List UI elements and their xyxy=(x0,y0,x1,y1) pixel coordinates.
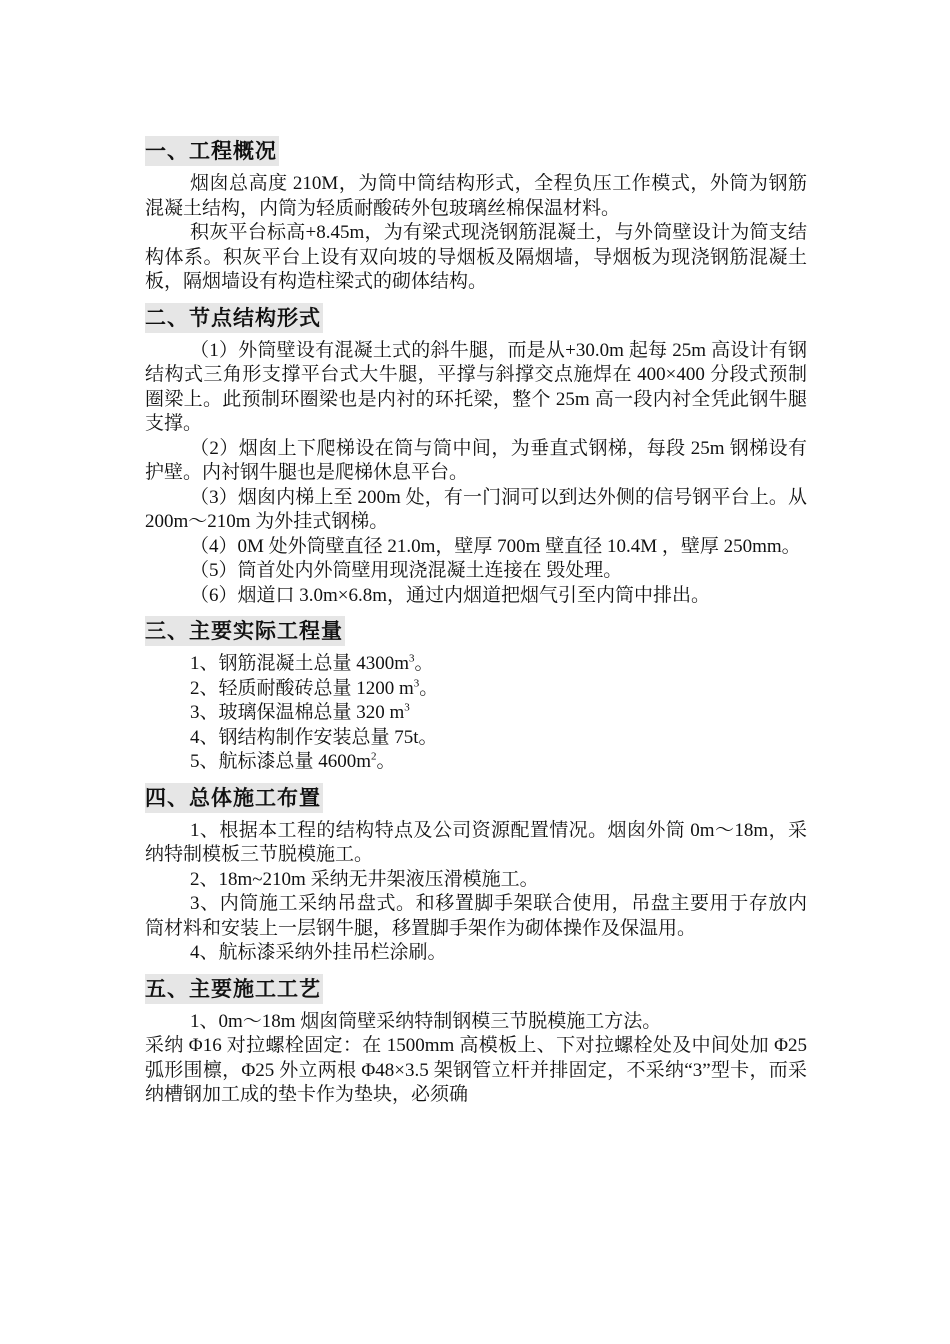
paragraph: （1）外筒壁设有混凝土式的斜牛腿，而是从+30.0m 起每 25m 高设计有钢结构式三角形支撑平台式大牛腿，平撑与斜撑交点施焊在 400×400 分段式预制圈梁上。此预制环圈梁也是内衬的环托梁，整个 25m 高一段内衬全凭此钢牛腿支撑。 xyxy=(145,339,807,434)
section-node-structure xyxy=(145,303,807,609)
section-heading: 四、总体施工布置 xyxy=(145,783,323,813)
section-heading: 二、节点结构形式 xyxy=(145,303,323,333)
document-body xyxy=(145,136,807,1112)
section-heading: 三、主要实际工程量 xyxy=(145,616,345,646)
paragraph: 积灰平台标高+8.45m，为有梁式现浇钢筋混凝土，与外筒壁设计为简支结构体系。积灰平台上设有双向坡的导烟板及隔烟墙，导烟板为现浇钢筋混凝土板，隔烟墙设有构造柱梁式的砌体结构。 xyxy=(145,222,807,292)
paragraph: 1、0m～18m 烟囱筒壁采纳特制钢模三节脱模施工方法。 xyxy=(190,1010,662,1032)
section-heading: 五、主要施工工艺 xyxy=(145,974,323,1004)
section-construction-process xyxy=(145,974,807,1108)
list-item: 5、航标漆总量 $4600m^2$。 xyxy=(190,750,396,772)
paragraph: （3）烟囱内梯上至 200m 处，有一门洞可以到达外侧的信号钢平台上。从 200m～210m 为外挂式钢梯。 xyxy=(145,486,807,532)
paragraph: （4）0M 处外筒壁直径 21.0m，壁厚 700m 壁直径 10.4M ，壁厚 250mm。 xyxy=(190,535,801,557)
list-item: 4、钢结构制作安装总量 75t。 xyxy=(190,726,438,748)
paragraph: 烟囱总高度 210M，为筒中筒结构形式，全程负压工作模式，外筒为钢筋混凝土结构，内筒为轻质耐酸砖外包玻璃丝棉保温材料。 xyxy=(145,173,807,219)
section-construction-layout xyxy=(145,783,807,966)
paragraph: 1、根据本工程的结构特点及公司资源配置情况。烟囱外筒 0m～18m，采纳特制模板三节脱模施工。 xyxy=(145,819,807,865)
paragraph: 2、18m~210m 采纳无井架液压滑模施工。 xyxy=(190,868,539,890)
paragraph: （6）烟道口 3.0m×6.8m，通过内烟道把烟气引至内筒中排出。 xyxy=(190,584,711,606)
section-quantities xyxy=(145,616,807,775)
paragraph: 采纳 Φ16 对拉螺栓固定：在 1500mm 高模板上、下对拉螺栓处及中间处加 Φ25 弧形围檩，Φ25 外立两根 Φ48×3.5 架钢管立杆并排固定，不采纳“3”型卡，而采纳槽钢加工成的垫卡作为垫块，必须确 xyxy=(145,1035,807,1105)
section-overview xyxy=(145,136,807,295)
paragraph: 4、航标漆采纳外挂吊栏涂刷。 xyxy=(190,942,447,963)
list-item: 2、轻质耐酸砖总量 1200 $m^3$。 xyxy=(190,677,439,699)
paragraph: 3、内筒施工采纳吊盘式。和移置脚手架联合使用，吊盘主要用于存放内筒材料和安装上一层钢牛腿，移置脚手架作为砌体操作及保温用。 xyxy=(145,893,807,939)
section-heading: 一、工程概况 xyxy=(145,136,279,166)
paragraph: （2）烟囱上下爬梯设在筒与筒中间，为垂直式钢梯，每段 25m 钢梯设有护壁。内衬钢牛腿也是爬梯休息平台。 xyxy=(145,437,807,483)
list-item: 3、玻璃保温棉总量 320 $m^3$ xyxy=(190,701,410,723)
paragraph: （5）筒首处内外筒壁用现浇混凝土连接在 毁处理。 xyxy=(190,560,623,581)
list-item: 1、钢筋混凝土总量 $4300m^3$。 xyxy=(190,652,434,674)
